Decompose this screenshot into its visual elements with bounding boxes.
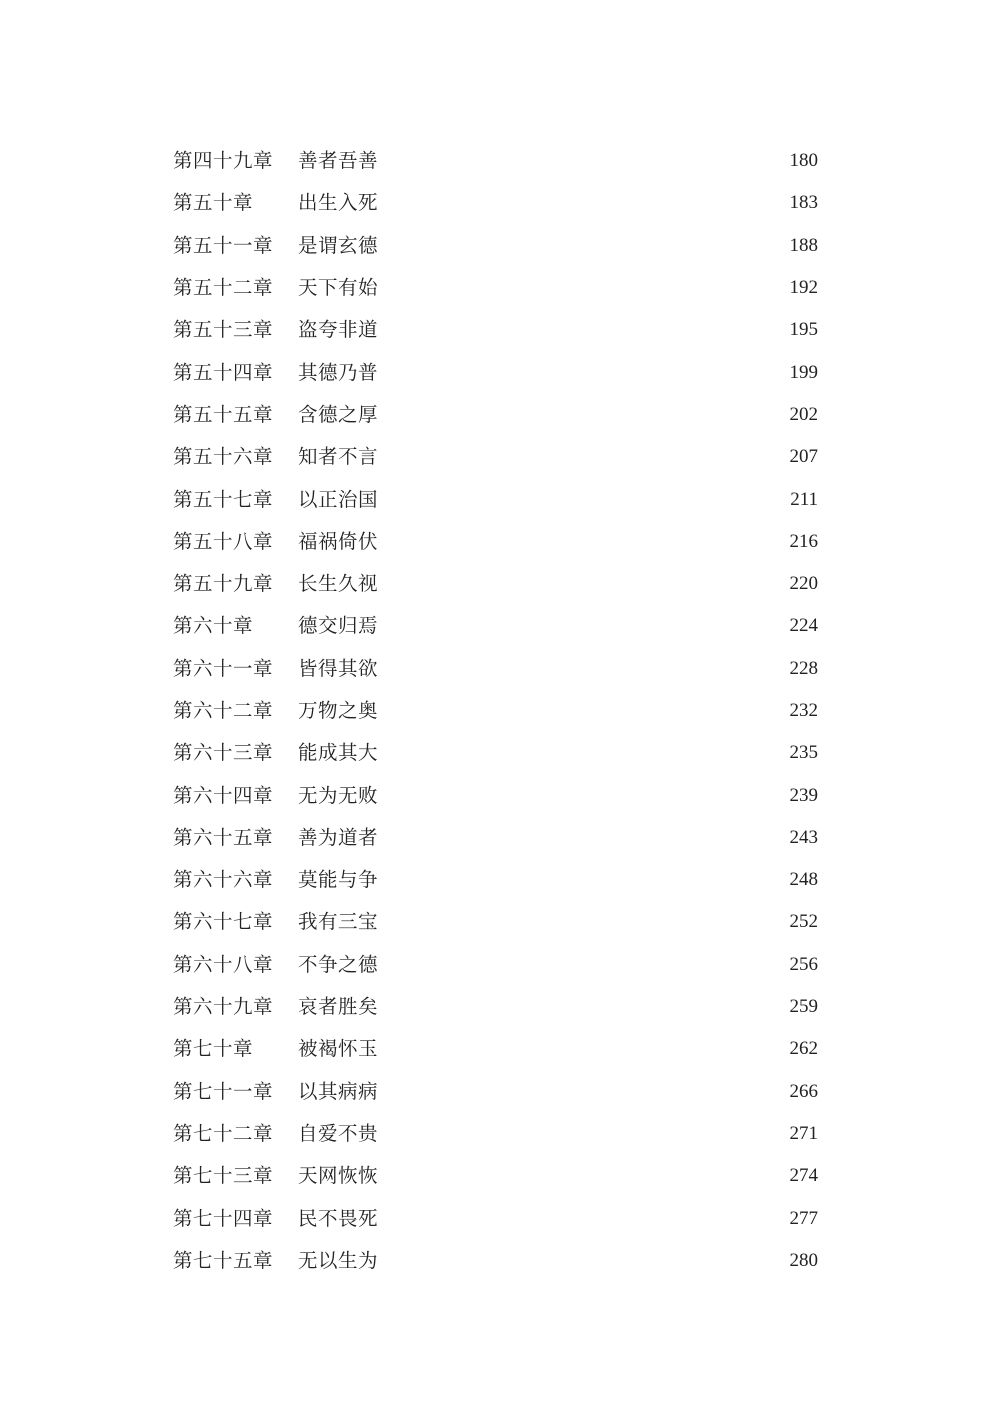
dot-leader: [380, 862, 774, 898]
chapter-title: 是谓玄德: [298, 233, 379, 257]
toc-entry[interactable]: [173, 436, 818, 478]
toc-entry[interactable]: [173, 732, 818, 774]
toc-entry[interactable]: [173, 182, 818, 224]
chapter-number: 第六十三章: [173, 741, 274, 765]
dot-leader: [380, 778, 774, 814]
dot-leader: [380, 989, 774, 1025]
chapter-title: 出生入死: [298, 191, 379, 215]
chapter-number: 第五十五章: [173, 402, 274, 426]
toc-entry[interactable]: [173, 1113, 818, 1155]
toc-entry[interactable]: [173, 521, 818, 563]
page-number: 183: [789, 192, 818, 214]
chapter-number: 第六十六章: [173, 868, 274, 892]
page-number: 195: [789, 319, 818, 341]
dot-leader: [380, 1201, 774, 1237]
chapter-number: 第七十四章: [173, 1206, 274, 1230]
chapter-title: 以正治国: [298, 487, 379, 511]
dot-leader: [380, 397, 774, 433]
toc-entry[interactable]: [173, 986, 818, 1028]
toc-entry[interactable]: [173, 1240, 818, 1282]
page-number: 192: [789, 277, 818, 299]
chapter-number: 第七十三章: [173, 1164, 274, 1188]
dot-leader: [380, 312, 774, 348]
dot-leader: [380, 566, 774, 602]
chapter-number: 第七十章: [173, 1037, 254, 1061]
toc-entry[interactable]: [173, 309, 818, 351]
chapter-number: 第六十七章: [173, 910, 274, 934]
chapter-title: 其德乃普: [298, 360, 379, 384]
toc-entry[interactable]: [173, 1155, 818, 1197]
page-number: 207: [789, 446, 818, 468]
toc-entry[interactable]: [173, 394, 818, 436]
page-number: 271: [789, 1122, 818, 1144]
toc-entry[interactable]: [173, 648, 818, 690]
toc-entry[interactable]: [173, 351, 818, 393]
page-number: 220: [789, 573, 818, 595]
toc-entry[interactable]: [173, 140, 818, 182]
page-number: 252: [789, 911, 818, 933]
toc-entry[interactable]: [173, 859, 818, 901]
chapter-title: 无以生为: [298, 1248, 379, 1272]
page-number: 180: [789, 150, 818, 172]
page-number: 280: [789, 1249, 818, 1271]
chapter-title: 不争之德: [298, 952, 379, 976]
chapter-title: 万物之奥: [298, 699, 379, 722]
chapter-number: 第六十章: [173, 614, 254, 638]
page-number: 224: [789, 615, 818, 637]
dot-leader: [380, 947, 774, 983]
toc-entry[interactable]: [173, 1197, 818, 1239]
chapter-title: 德交归焉: [298, 614, 379, 638]
page-number: 256: [789, 953, 818, 975]
page-number: 277: [789, 1207, 818, 1229]
chapter-number: 第五十七章: [173, 487, 274, 511]
dot-leader: [380, 735, 774, 771]
chapter-number: 第六十一章: [173, 656, 274, 680]
chapter-title: 自爱不贵: [298, 1121, 379, 1145]
chapter-title: 以其病病: [298, 1079, 379, 1103]
chapter-title: 天网恢恢: [298, 1164, 379, 1188]
page-number: 216: [789, 530, 818, 552]
chapter-title: 无为无败: [298, 783, 379, 807]
chapter-title: 福祸倚伏: [298, 529, 379, 553]
toc-entry[interactable]: [173, 1028, 818, 1070]
chapter-title: 我有三宝: [298, 910, 379, 934]
page-number: 211: [790, 488, 818, 510]
page-number: 239: [789, 784, 818, 806]
dot-leader: [380, 651, 774, 687]
page-number: 228: [789, 657, 818, 679]
dot-leader: [380, 355, 774, 391]
chapter-number: 第六十八章: [173, 952, 274, 976]
dot-leader: [380, 482, 774, 518]
chapter-number: 第五十一章: [173, 233, 274, 257]
toc-entry[interactable]: [173, 690, 818, 732]
chapter-title: 善为道者: [298, 825, 379, 849]
chapter-title: 含德之厚: [298, 402, 379, 426]
dot-leader: [380, 185, 774, 221]
toc-entry[interactable]: [173, 225, 818, 267]
dot-leader: [380, 1116, 774, 1152]
chapter-number: 第六十九章: [173, 995, 274, 1019]
dot-leader: [380, 608, 774, 644]
page-number: 199: [789, 361, 818, 383]
chapter-title: 天下有始: [298, 276, 379, 300]
chapter-number: 第五十三章: [173, 318, 274, 342]
chapter-number: 第五十四章: [173, 360, 274, 384]
chapter-title: 能成其大: [298, 741, 379, 765]
chapter-title: 长生久视: [298, 572, 379, 596]
chapter-number: 第五十二章: [173, 276, 274, 300]
chapter-number: 第五十九章: [173, 572, 274, 596]
chapter-number: 第六十二章: [173, 699, 274, 722]
dot-leader: [380, 1158, 774, 1194]
chapter-title: 莫能与争: [298, 868, 379, 892]
toc-entry[interactable]: [173, 817, 818, 859]
page-number: 262: [789, 1038, 818, 1060]
chapter-title: 盗夸非道: [298, 318, 379, 342]
toc-entry[interactable]: [173, 944, 818, 986]
chapter-number: 第七十一章: [173, 1079, 274, 1103]
dot-leader: [380, 143, 774, 179]
dot-leader: [380, 904, 774, 940]
toc-entry[interactable]: [173, 478, 818, 520]
dot-leader: [380, 693, 774, 729]
chapter-title: 被褐怀玉: [298, 1037, 379, 1061]
page-number: 202: [789, 403, 818, 425]
chapter-title: 民不畏死: [298, 1206, 379, 1230]
toc-entry[interactable]: [173, 1071, 818, 1113]
dot-leader: [380, 228, 774, 264]
chapter-title: 皆得其欲: [298, 656, 379, 680]
toc-entry[interactable]: [173, 267, 818, 309]
chapter-number: 第六十四章: [173, 783, 274, 807]
page-number: 188: [789, 234, 818, 256]
chapter-number: 第五十八章: [173, 529, 274, 553]
page-number: 232: [789, 700, 818, 721]
toc-entry[interactable]: [173, 605, 818, 647]
dot-leader: [380, 524, 774, 560]
dot-leader: [380, 820, 774, 856]
chapter-number: 第六十五章: [173, 825, 274, 849]
page-number: 259: [789, 996, 818, 1018]
chapter-title: 善者吾善: [298, 149, 379, 173]
chapter-title: 哀者胜矣: [298, 995, 379, 1019]
toc-entry[interactable]: [173, 563, 818, 605]
page-number: 274: [789, 1165, 818, 1187]
chapter-number: 第五十六章: [173, 445, 274, 469]
dot-leader: [380, 1243, 774, 1279]
dot-leader: [380, 1031, 774, 1067]
page-number: 266: [789, 1080, 818, 1102]
chapter-number: 第四十九章: [173, 149, 274, 173]
table-of-contents: [173, 140, 818, 1282]
chapter-number: 第七十五章: [173, 1248, 274, 1272]
page-number: 243: [789, 826, 818, 848]
dot-leader: [380, 270, 774, 306]
toc-entry[interactable]: [173, 901, 818, 943]
dot-leader: [380, 439, 774, 475]
chapter-number: 第七十二章: [173, 1121, 274, 1145]
page-number: 235: [789, 742, 818, 764]
dot-leader: [380, 1074, 774, 1110]
chapter-title: 知者不言: [298, 445, 379, 469]
page-number: 248: [789, 869, 818, 891]
toc-entry[interactable]: [173, 774, 818, 816]
chapter-number: 第五十章: [173, 191, 254, 215]
